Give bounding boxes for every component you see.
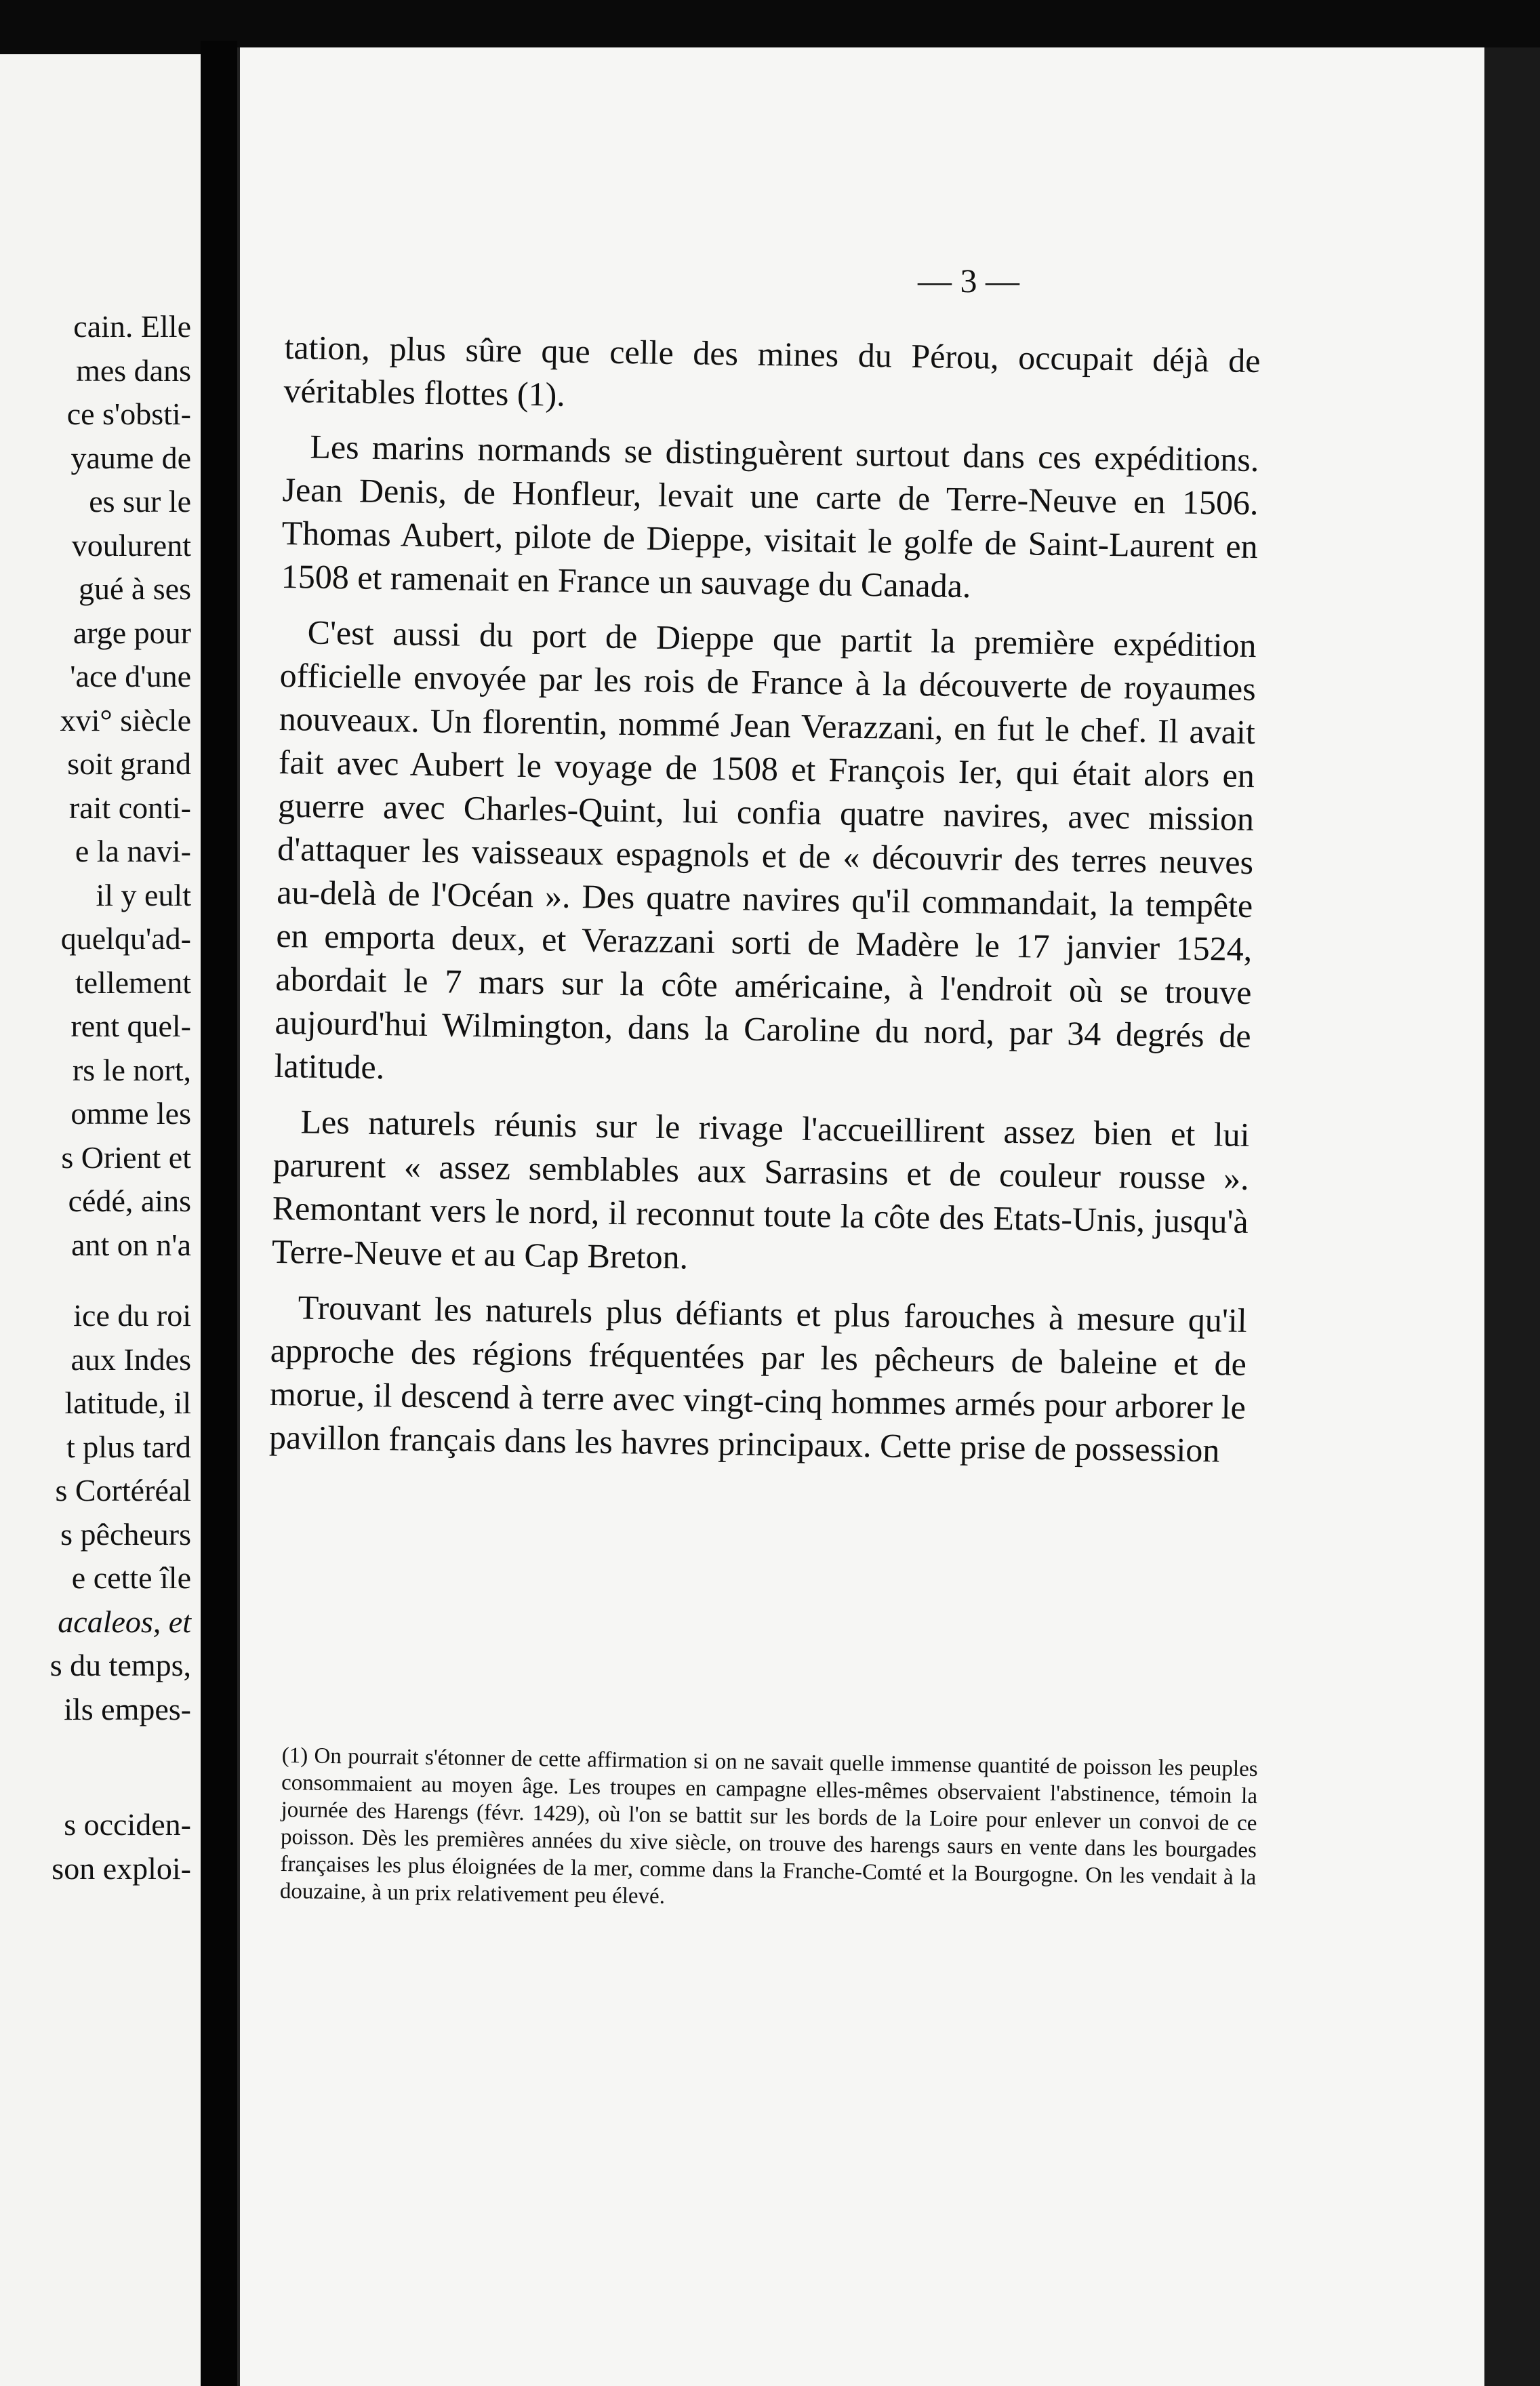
page-edge-shadow (1484, 47, 1540, 2386)
left-line: son exploi- (52, 1851, 191, 1886)
paragraph: Les marins normands se distinguèrent surtout dans ces expéditions. Jean Denis, de Honfleur, levait une carte de Terre-Neuve en 1506. Thomas Aubert, pilote de Dieppe, visitait le golfe de Saint-Laurent en 1508 et ramenait en France un sauvage du Canada. (281, 427, 1259, 605)
left-line: gué à ses (78, 571, 191, 606)
left-line: rent quel- (70, 1009, 191, 1043)
left-line: s Cortéréal (55, 1473, 191, 1508)
paragraph: Trouvant les naturels plus défiants et plus farouches à mesure qu'il approche des régions fréquentées par les pêcheurs de baleine et de morue, il descend à terre avec vingt-cinq hommes armés pour arborer le pavillon français dans les havres principaux. Cette prise de possession (268, 1288, 1248, 1470)
left-line: s du temps, (49, 1648, 191, 1682)
left-page-text (0, 305, 191, 1890)
left-line: latitude, il (64, 1386, 191, 1420)
paragraph: tation, plus sûre que celle des mines du Pérou, occupait déjà de véritables flottes (1). (283, 327, 1261, 413)
left-line: e la navi- (75, 834, 191, 868)
left-line: ils empes- (64, 1691, 191, 1726)
left-line: ant on n'a (71, 1227, 191, 1262)
left-line: cain. Elle (73, 309, 191, 344)
right-page (237, 47, 1494, 2386)
left-line: 'ace d'une (70, 659, 191, 693)
left-line: es sur le (89, 484, 191, 519)
paragraph: Les naturels réunis sur le rivage l'accueillirent assez bien et lui parurent « assez semblables aux Sarrasins et de couleur rousse ». Remontant vers le nord, il reconnut toute la côte des Etats-Unis, jusqu'à Terre-Neuve et au Cap Breton. (271, 1102, 1250, 1276)
left-line: rs le nort, (72, 1052, 191, 1087)
left-line: s pêcheurs (60, 1516, 191, 1552)
footnote: (1) On pourrait s'étonner de cette affirmation si on ne savait quelle immense quantité de poisson les peuples consommaient au moyen âge. Les troupes en campagne elles-mêmes observaient l'abstinence, témoin la journée des Harengs (févr. 1429), où l'on se battit sur les bords de la Loire pour enlever un convoi de ce poisson. Dès les premières années du xive siècle, on trouve des harengs saurs en vente dans les bourgades françaises les plus éloignées de la mer, comme dans la Franche-Comté et la Bourgogne. On les vendait à la douzaine, à un prix relativement peu élevé. (279, 1743, 1258, 1909)
paragraph: C'est aussi du port de Dieppe que partit la première expédition officielle envoyée par les rois de France à la découverte de royaumes nouveaux. Un florentin, nommé Jean Verazzani, en fut le chef. Il avait fait avec Aubert le voyage de 1508 et François Ier, qui était alors en guerre avec Charles-Quint, lui confia quatre navires, avec mission d'attaquer les vaisseaux espagnols et de « découvrir des terres neuves au-delà de l'Océan ». Des quatre navires qu'il commandait, la tempête en emporta deux, et Verazzani sorti de Madère le 17 janvier 1524, abordait le 7 mars sur la côte américaine, à l'endroit où se trouve aujourd'hui Wilmington, dans la Caroline du nord, par 34 degrés de latitude. (274, 613, 1257, 1087)
left-line: mes dans (76, 352, 191, 388)
left-line: s occiden- (64, 1807, 191, 1842)
left-gap (0, 1731, 191, 1803)
left-line: ce s'obsti- (66, 397, 191, 431)
left-line: soit grand (67, 746, 191, 781)
left-line: yaume de (70, 440, 191, 475)
body-text (268, 325, 1260, 1484)
left-facing-page (0, 54, 201, 2386)
left-line: s Orient et (61, 1139, 191, 1175)
book-gutter (201, 41, 237, 2386)
page-number: — 3 — (918, 262, 1019, 300)
left-line: t plus tard (66, 1429, 191, 1464)
left-line: aux Indes (70, 1341, 191, 1377)
left-line: xvi° siècle (60, 702, 191, 737)
left-line: ice du roi (73, 1298, 191, 1333)
left-line: rait conti- (68, 790, 191, 825)
left-line: omme les (70, 1096, 191, 1131)
left-line: e cette île (71, 1560, 191, 1595)
left-line: cédé, ains (68, 1184, 191, 1218)
left-line: il y eult (96, 877, 191, 912)
left-line: voulurent (71, 527, 191, 563)
left-line: tellement (75, 965, 191, 1000)
left-gap (0, 1267, 191, 1294)
left-line: arge pour (73, 615, 191, 650)
left-line: quelqu'ad- (60, 921, 191, 956)
left-line: acaleos, et (58, 1604, 191, 1639)
